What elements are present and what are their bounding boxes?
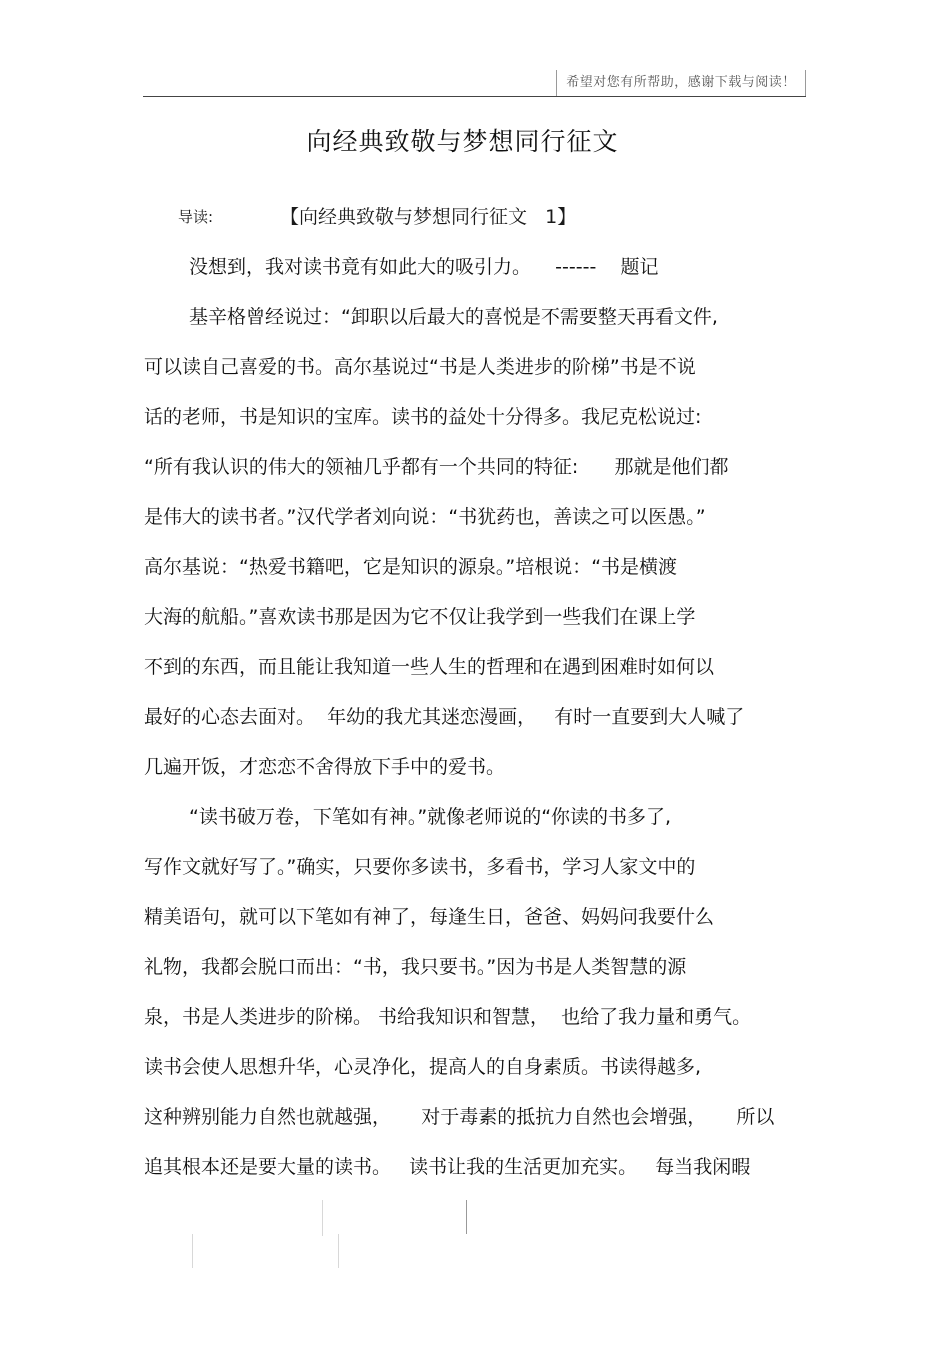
body-line: 精美语句，就可以下笔如有神了，每逢生日，爸爸、妈妈问我要什么 xyxy=(144,906,715,928)
scan-artifact-line xyxy=(466,1200,467,1234)
body-line: 可以读自己喜爱的书。高尔基说过“书是人类进步的阶梯”书是不说 xyxy=(144,356,696,378)
body-line: 几遍开饭，才恋恋不舍得放下手中的爱书。 xyxy=(144,756,506,778)
scan-artifact-line xyxy=(192,1234,193,1268)
body-line: 读书会使人思想升华，心灵净化，提高人的自身素质。书读得越多, xyxy=(144,1056,702,1078)
body-line: “所有我认识的伟大的领袖几乎都有一个共同的特征: 那就是他们都 xyxy=(144,456,729,478)
body-line: 话的老师，书是知识的宝库。读书的益处十分得多。我尼克松说过: xyxy=(144,406,702,428)
body-line: 基辛格曾经说过：“卸职以后最大的喜悦是不需要整天再看文件, xyxy=(189,306,718,328)
body-line: 高尔基说：“热爱书籍吧，它是知识的源泉。”培根说：“书是横渡 xyxy=(144,556,678,578)
body-line: 是伟大的读书者。”汉代学者刘向说：“书犹药也，善读之可以医愚。” xyxy=(144,506,706,528)
header-divider xyxy=(143,96,806,97)
body-line: 写作文就好写了。”确实，只要你多读书，多看书，学习人家文中的 xyxy=(144,856,696,878)
header-note: 希望对您有所帮助，感谢下载与阅读！ xyxy=(556,70,806,96)
body-line: 最好的心态去面对。 年幼的我尤其迷恋漫画， 有时一直要到大人喊了 xyxy=(144,706,745,728)
body-line: 追其根本还是要大量的读书。 读书让我的生活更加充实。 每当我闲暇 xyxy=(144,1156,751,1178)
body-line: 这种辨别能力自然也就越强， 对于毒素的抵抗力自然也会增强， 所以 xyxy=(144,1106,775,1128)
body-line: 礼物，我都会脱口而出：“书，我只要书。”因为书是人类智慧的源 xyxy=(144,956,687,978)
page-title: 向经典致敬与梦想同行征文 xyxy=(306,127,619,156)
body-line: 泉，书是人类进步的阶梯。 书给我知识和智慧， 也给了我力量和勇气。 xyxy=(144,1006,752,1028)
body-line: 不到的东西，而且能让我知道一些人生的哲理和在遇到困难时如何以 xyxy=(144,656,715,678)
lead-label: 导读: xyxy=(178,208,214,226)
body-line: 大海的航船。”喜欢读书那是因为它不仅让我学到一些我们在课上学 xyxy=(144,606,696,628)
lead-text: 【向经典致敬与梦想同行征文 1】 xyxy=(280,206,577,228)
body-line: 没想到，我对读书竟有如此大的吸引力。 ------ 题记 xyxy=(189,256,659,278)
scan-artifact-line xyxy=(322,1200,323,1236)
body-line: “读书破万卷，下笔如有神。”就像老师说的“你读的书多了, xyxy=(189,806,672,828)
scan-artifact-line xyxy=(338,1234,339,1268)
